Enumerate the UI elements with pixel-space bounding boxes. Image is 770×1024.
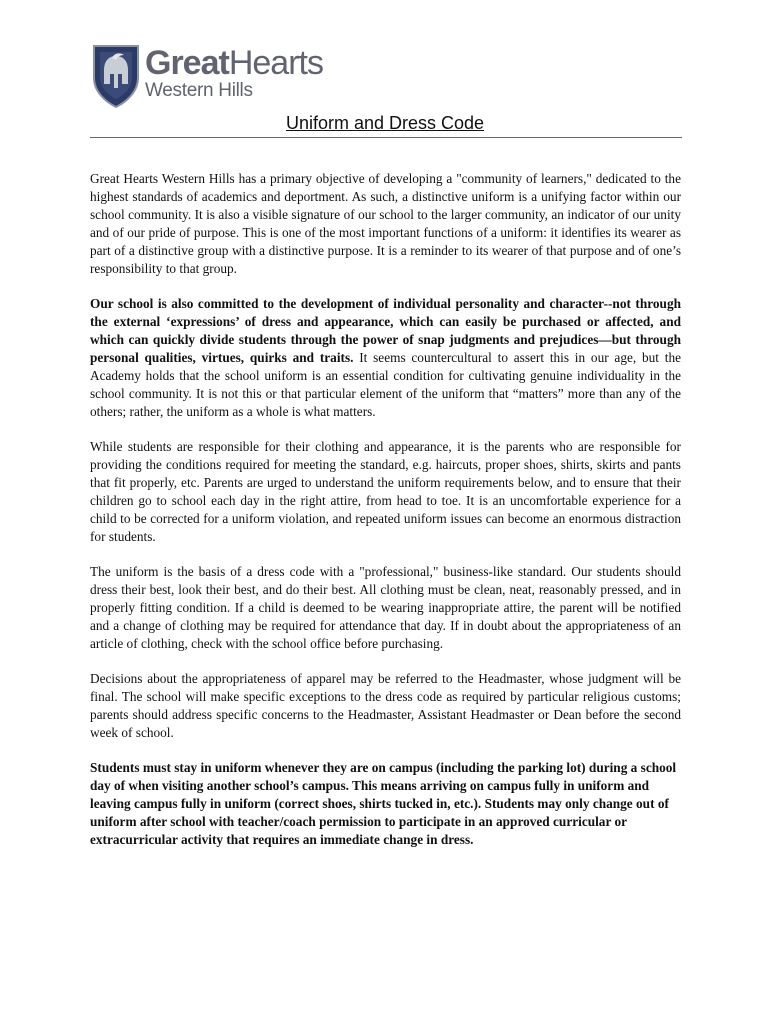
paragraph-2-bold: Our school is also committed to the development of individual personality and character--not through the external ‘expressions’ of dress and appearance, which can easily be purchased or affected, and which can quickly divide students through the power of snap judgments and prejudices—but through personal qualities, virtues, quirks and traits. bbox=[90, 296, 681, 365]
paragraph-2-text: It seems countercultural to assert this in our age, but the Academy holds that the school uniform is an essential condition for cultivating genuine individuality in the school community. It is not this or that particular element of the uniform that “matters” more than any of the others; rather, the uniform as a whole is what matters. bbox=[90, 350, 681, 419]
paragraph-4: The uniform is the basis of a dress code with a "professional," business-like standard. Our students should dress their best, look their best, and do their best. All clothing must be clean, neat, reasonably pressed, and in properly fitting condition. If a child is deemed to be wearing inappropriate attire, the parent will be notified and a change of clothing may be required for attendance that day. If in doubt about the appropriateness of an article of clothing, check with the school office before purchasing. bbox=[90, 564, 681, 651]
paragraph-6 bbox=[90, 759, 681, 849]
paragraph-6-bold: Students must stay in uniform whenever they are on campus (including the parking lot) during a school day of when visiting another school’s campus. This means arriving on campus fully in uniform and leaving campus fully in uniform (correct shoes, shirts tucked in, etc.). Students may only change out of uniform after school with teacher/coach permission to participate in an approved curricular or extracurricular activity that requires an immediate change in dress. bbox=[90, 760, 677, 847]
document-title: Uniform and Dress Code bbox=[285, 113, 485, 133]
paragraph-1: Great Hearts Western Hills has a primary objective of developing a "community of learners," dedicated to the highest standards of academics and deportment. As such, a distinctive uniform is a unifying factor within our school community. It is also a visible signature of our school to the larger community, an indicator of our unity and of our pride of purpose. This is one of the most important functions of a uniform: it identifies its wearer as part of a distinctive group with a distinctive purpose. It is a reminder to its wearer of that purpose and of one’s responsibility to that group. bbox=[90, 171, 681, 276]
paragraph-2 bbox=[90, 295, 681, 421]
logo-name-light: Hearts bbox=[228, 44, 323, 82]
logo-subtitle: Western Hills bbox=[145, 80, 253, 101]
paragraph-3: While students are responsible for their clothing and appearance, it is the parents who are responsible for providing the conditions required for meeting the standard, e.g. haircuts, proper shoes, shirts, skirts and pants that fit properly, etc. Parents are urged to understand the uniform requirements below, and to ensure that their children go to school each day in the right attire, from head to toe. It is an uncomfortable experience for a child to be corrected for a uniform violation, and repeated uniform issues can become an enormous distraction for students. bbox=[90, 439, 681, 544]
logo-wordmark bbox=[145, 46, 323, 100]
logo-name-bold: Great bbox=[145, 44, 229, 82]
document-body bbox=[90, 170, 681, 866]
paragraph-5: Decisions about the appropriateness of apparel may be referred to the Headmaster, whose judgment will be final. The school will make specific exceptions to the dress code as required by particular religious customs; parents should address specific concerns to the Headmaster, Assistant Headmaster or Dean before the second week of school. bbox=[90, 671, 681, 740]
spartan-helmet-shield-icon bbox=[90, 44, 142, 108]
title-divider bbox=[90, 137, 682, 138]
logo-name bbox=[145, 46, 323, 80]
